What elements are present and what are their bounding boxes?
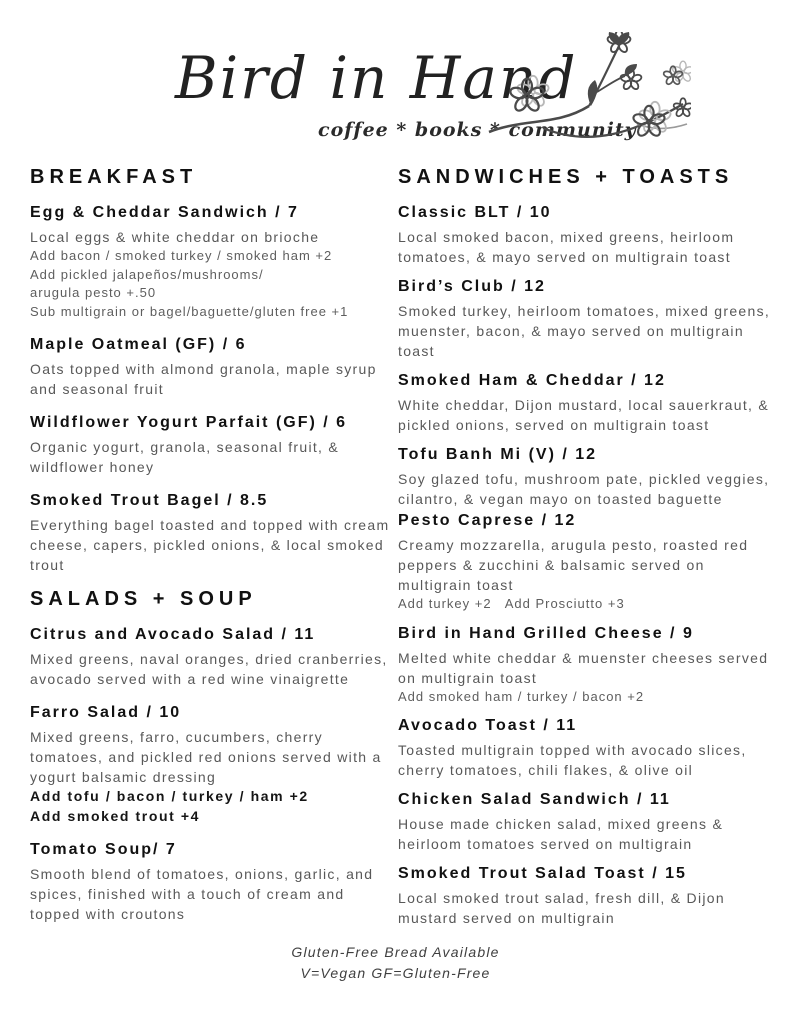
menu-item-name: Smoked Trout Salad Toast / 15: [398, 865, 687, 882]
menu-column-left: [30, 166, 392, 937]
menu-item: [398, 863, 778, 928]
brand-tagline: coffee * books * community: [318, 119, 637, 141]
menu-item-description: Melted white cheddar & muenster cheeses served on multigrain toast: [398, 649, 769, 686]
menu-footer: [0, 942, 791, 984]
menu-item-name: Egg & Cheddar Sandwich / 7: [30, 204, 299, 221]
menu-item-description: Smoked turkey, heirloom tomatoes, mixed greens, muenster, bacon, & mayo served on multigrain toast: [398, 303, 771, 359]
menu-item: [398, 623, 778, 707]
section-title: SALADS + SOUP: [30, 588, 257, 610]
menu-item-name: Bird in Hand Grilled Cheese / 9: [398, 624, 694, 642]
menu-item-description: Local eggs & white cheddar on brioche: [30, 229, 320, 245]
floral-branch-icon: [487, 32, 691, 162]
menu-item-name: Smoked Ham & Cheddar / 12: [398, 372, 666, 389]
menu-item-name: Pesto Caprese / 12: [398, 512, 577, 529]
brand-title: Bird in Hand: [175, 44, 578, 112]
menu-item: [398, 370, 778, 435]
menu-item-description: Mixed greens, farro, cucumbers, cherry tomatoes, and pickled red onions served with a yogurt balsamic dressing: [30, 729, 382, 785]
menu-item: [30, 702, 392, 826]
menu-item-name: Citrus and Avocado Salad / 11: [30, 626, 316, 643]
menu-item-name: Classic BLT / 10: [398, 204, 552, 221]
menu-item-description: House made chicken salad, mixed greens & heirloom tomatoes served on multigrain: [398, 816, 724, 852]
menu-item-name: Maple Oatmeal (GF) / 6: [30, 336, 247, 353]
menu-item-description: Mixed greens, naval oranges, dried cranberries, avocado served with a red wine vinaigrette: [30, 651, 388, 687]
menu-item-addon-note: Add smoked ham / turkey / bacon +2: [398, 688, 645, 704]
menu-section: [30, 166, 392, 575]
menu-item-addon-note: arugula pesto +.50: [30, 285, 157, 300]
footer-gluten-free-note: Gluten-Free Bread Available: [291, 944, 500, 960]
menu-item-description: White cheddar, Dijon mustard, local sauerkraut, & pickled onions, served on multigrain toast: [398, 397, 770, 433]
menu-item-description: Creamy mozzarella, arugula pesto, roasted red peppers & zucchini & balsamic served on multigrain toast: [398, 537, 749, 593]
menu-item: [30, 412, 392, 477]
section-title: BREAKFAST: [30, 166, 198, 188]
menu-item-addon-note: Sub multigrain or bagel/baguette/gluten free +1: [30, 303, 349, 319]
menu-item-addon-note: Add bacon / smoked turkey / smoked ham +2: [30, 248, 333, 263]
menu-item-name: Smoked Trout Bagel / 8.5: [30, 492, 269, 509]
menu-item-name: Farro Salad / 10: [30, 704, 182, 721]
menu-item-description: Local smoked trout salad, fresh dill, & Dijon mustard served on multigrain: [398, 890, 725, 926]
menu-section: [398, 166, 778, 928]
menu-column-right: [398, 166, 778, 937]
menu-item-description: Local smoked bacon, mixed greens, heirloom tomatoes, & mayo served on multigrain toast: [398, 229, 735, 265]
menu-item: [398, 202, 778, 267]
menu-item-description: Oats topped with almond granola, maple syrup and seasonal fruit: [30, 361, 377, 397]
menu-item-addon-note: Add turkey +2 Add Prosciutto +3: [398, 596, 625, 611]
menu-item: [30, 839, 392, 924]
menu-item-description: Toasted multigrain topped with avocado slices, cherry tomatoes, chili flakes, & olive oil: [398, 742, 747, 778]
menu-item: [398, 715, 778, 780]
menu-item: [30, 624, 392, 689]
menu-item: [398, 510, 778, 614]
menu-item: [398, 276, 778, 361]
menu-item-description: Organic yogurt, granola, seasonal fruit, & wildflower honey: [30, 439, 340, 475]
menu-item: [30, 334, 392, 399]
menu-item-description: Smooth blend of tomatoes, onions, garlic, and spices, finished with a touch of cream and topped with croutons: [30, 866, 374, 922]
menu-item-name: Wildflower Yogurt Parfait (GF) / 6: [30, 414, 348, 431]
menu-section: [30, 588, 392, 924]
menu-item-addon-note: Add pickled jalapeños/mushrooms/: [30, 266, 264, 282]
menu-item-name: Chicken Salad Sandwich / 11: [398, 791, 671, 808]
menu-item-name: Tofu Banh Mi (V) / 12: [398, 446, 598, 463]
footer-legend-note: V=Vegan GF=Gluten-Free: [300, 965, 491, 981]
menu-item-name: Bird’s Club / 12: [398, 278, 546, 295]
menu-item: [398, 444, 778, 509]
menu-item-name: Avocado Toast / 11: [398, 717, 578, 734]
menu-item: [30, 490, 392, 575]
menu-item-addon-bold: Add tofu / bacon / turkey / ham +2: [30, 788, 309, 804]
menu-item: [30, 202, 392, 321]
menu-item: [398, 789, 778, 854]
menu-item-name: Tomato Soup/ 7: [30, 841, 177, 858]
menu-item-description: Everything bagel toasted and topped with cream cheese, capers, pickled onions, & local smoked trout: [30, 517, 390, 573]
section-title: SANDWICHES + TOASTS: [398, 166, 734, 188]
menu-item-description: Soy glazed tofu, mushroom pate, pickled veggies, cilantro, & vegan mayo on toasted baguette: [398, 471, 770, 507]
menu-item-addon-bold: Add smoked trout +4: [30, 807, 201, 824]
header-logo: [0, 18, 791, 158]
